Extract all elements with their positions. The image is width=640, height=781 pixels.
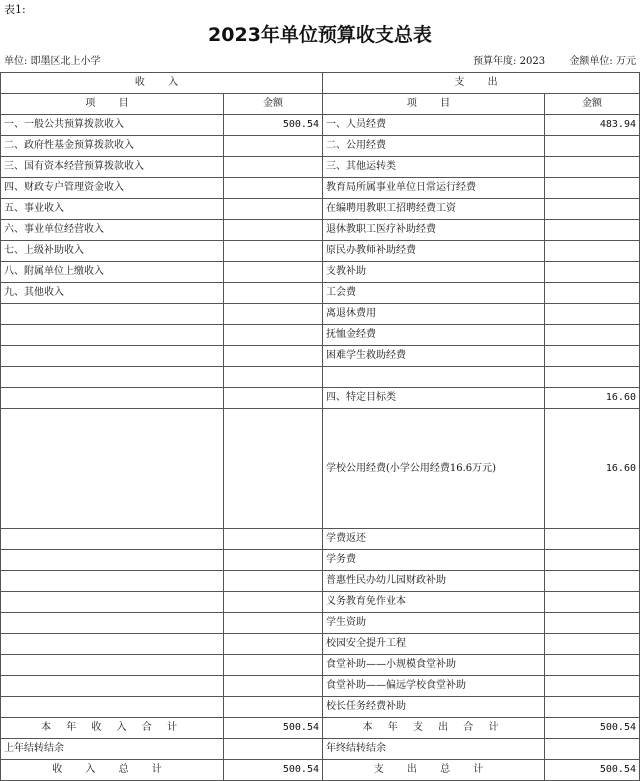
income-item-cell [1,550,224,571]
income-item-cell [1,367,224,388]
expense-amount-cell [545,199,640,220]
year-expense-total-value: 500.54 [545,718,640,739]
expense-amount-cell [545,283,640,304]
income-item-cell: 四、财政专户管理资金收入 [1,178,224,199]
year-expense-total-label: 本 年 支 出 合 计 [323,718,545,739]
table-row [1,571,640,592]
income-amount-cell [224,283,323,304]
prev-carry-value [224,739,323,760]
income-amount-cell [224,571,323,592]
income-item-cell: 一、一般公共预算拨款收入 [1,115,224,136]
expense-amount-cell [545,157,640,178]
expense-item-header: 项 目 [323,94,545,115]
income-item-cell [1,346,224,367]
expense-amount-cell [545,136,640,157]
table-row [1,346,640,367]
expense-item-cell: 原民办教师补助经费 [323,241,545,262]
expense-amount-header: 金额 [545,94,640,115]
income-amount-cell [224,178,323,199]
income-amount-cell [224,157,323,178]
expense-amount-cell [545,529,640,550]
table-row [1,136,640,157]
expense-item-cell: 校园安全提升工程 [323,634,545,655]
expense-item-cell: 普惠性民办幼儿园财政补助 [323,571,545,592]
expense-item-cell: 义务教育免作业本 [323,592,545,613]
income-amount-cell [224,550,323,571]
page-title: 2023年单位预算收支总表 [208,24,432,46]
income-amount-cell [224,634,323,655]
expense-item-cell: 学务费 [323,550,545,571]
expense-item-cell: 退休教职工医疗补助经费 [323,220,545,241]
table-row [1,199,640,220]
expense-amount-cell [545,367,640,388]
table-row [1,157,640,178]
next-carry-value [545,739,640,760]
total-row [1,739,640,760]
expense-item-cell: 食堂补助——小规模食堂补助 [323,655,545,676]
expense-grand-total-value: 500.54 [545,760,640,781]
expense-item-cell [323,367,545,388]
total-row [1,760,640,781]
table-row [1,655,640,676]
table-row [1,388,640,409]
expense-item-cell: 食堂补助——偏远学校食堂补助 [323,676,545,697]
income-item-cell [1,676,224,697]
expense-amount-cell [545,262,640,283]
income-amount-cell [224,220,323,241]
expense-item-cell: 困难学生救助经费 [323,346,545,367]
income-amount-cell [224,199,323,220]
income-amount-cell [224,613,323,634]
income-item-cell: 二、政府性基金预算拨款收入 [1,136,224,157]
table-row [1,592,640,613]
expense-amount-cell [545,634,640,655]
budget-year-label: 预算年度: 2023 [473,56,546,67]
expense-item-cell: 工会费 [323,283,545,304]
expense-item-cell: 三、其他运转类 [323,157,545,178]
income-amount-cell [224,325,323,346]
income-amount-cell [224,409,323,529]
expense-item-cell: 教育局所属事业单位日常运行经费 [323,178,545,199]
table-row [1,325,640,346]
column-header-row [1,94,640,115]
income-amount-cell [224,262,323,283]
income-amount-cell: 500.54 [224,115,323,136]
income-item-cell [1,388,224,409]
income-item-cell: 七、上级补助收入 [1,241,224,262]
table-row [1,178,640,199]
income-amount-cell [224,304,323,325]
expense-amount-cell [545,178,640,199]
total-row [1,718,640,739]
expense-amount-cell: 483.94 [545,115,640,136]
expense-amount-cell [545,220,640,241]
expense-item-cell: 一、人员经费 [323,115,545,136]
income-item-cell [1,529,224,550]
table-row [1,115,640,136]
expense-grand-total-label: 支 出 总 计 [323,760,545,781]
table-row [1,550,640,571]
expense-amount-cell [545,676,640,697]
table-row [1,283,640,304]
year-and-unit-meta [473,52,636,67]
expense-item-cell: 学校公用经费(小学公用经费16.6万元) [323,409,545,529]
income-amount-cell [224,655,323,676]
expense-amount-cell [545,613,640,634]
expense-amount-cell: 16.60 [545,388,640,409]
expense-item-cell: 支教补助 [323,262,545,283]
income-amount-cell [224,529,323,550]
expense-amount-cell [545,304,640,325]
income-amount-cell [224,676,323,697]
income-item-cell [1,697,224,718]
next-carry-label: 年终结转结余 [323,739,545,760]
income-item-cell [1,571,224,592]
table-row [1,634,640,655]
income-amount-cell [224,388,323,409]
expense-amount-cell [545,571,640,592]
table-row [1,676,640,697]
expense-amount-cell: 16.60 [545,409,640,529]
money-unit-label: 金额单位: 万元 [569,56,636,67]
unit-label: 单位: 即墨区北上小学 [4,56,101,67]
table-row [1,304,640,325]
income-amount-cell [224,592,323,613]
expense-amount-cell [545,346,640,367]
expense-amount-cell [545,655,640,676]
income-item-cell: 五、事业收入 [1,199,224,220]
table-tag: 表1: [4,3,26,16]
income-amount-cell [224,241,323,262]
income-item-cell [1,409,224,529]
table-row [1,262,640,283]
income-item-cell [1,634,224,655]
expense-amount-cell [545,592,640,613]
table-row [1,220,640,241]
expense-item-cell: 学生资助 [323,613,545,634]
section-header-row [1,73,640,94]
expense-item-cell: 二、公用经费 [323,136,545,157]
income-item-cell: 八、附属单位上缴收入 [1,262,224,283]
table-row [1,409,640,529]
expense-item-cell: 抚恤金经费 [323,325,545,346]
expense-item-cell: 离退休费用 [323,304,545,325]
expense-amount-cell [545,325,640,346]
expense-item-cell: 校长任务经费补助 [323,697,545,718]
prev-carry-label: 上年结转结余 [1,739,224,760]
income-item-header: 项 目 [1,94,224,115]
expense-amount-cell [545,697,640,718]
income-amount-cell [224,697,323,718]
income-amount-cell [224,346,323,367]
income-item-cell: 九、其他收入 [1,283,224,304]
income-amount-cell [224,367,323,388]
income-section-header: 收 入 [1,73,323,94]
income-item-cell [1,655,224,676]
income-amount-cell [224,136,323,157]
expense-item-cell: 四、特定目标类 [323,388,545,409]
income-item-cell [1,613,224,634]
table-row [1,697,640,718]
table-row [1,529,640,550]
year-income-total-label: 本 年 收 入 合 计 [1,718,224,739]
income-item-cell [1,304,224,325]
expense-section-header: 支 出 [323,73,640,94]
income-grand-total-value: 500.54 [224,760,323,781]
expense-item-cell: 学费返还 [323,529,545,550]
income-grand-total-label: 收 入 总 计 [1,760,224,781]
income-item-cell: 六、事业单位经营收入 [1,220,224,241]
table-row [1,613,640,634]
income-item-cell [1,592,224,613]
expense-item-cell: 在编聘用教职工招聘经费工资 [323,199,545,220]
income-item-cell [1,325,224,346]
table-row [1,241,640,262]
expense-amount-cell [545,241,640,262]
budget-summary-table [0,72,640,781]
table-row [1,367,640,388]
income-item-cell: 三、国有资本经营预算拨款收入 [1,157,224,178]
income-amount-header: 金额 [224,94,323,115]
expense-amount-cell [545,550,640,571]
year-income-total-value: 500.54 [224,718,323,739]
